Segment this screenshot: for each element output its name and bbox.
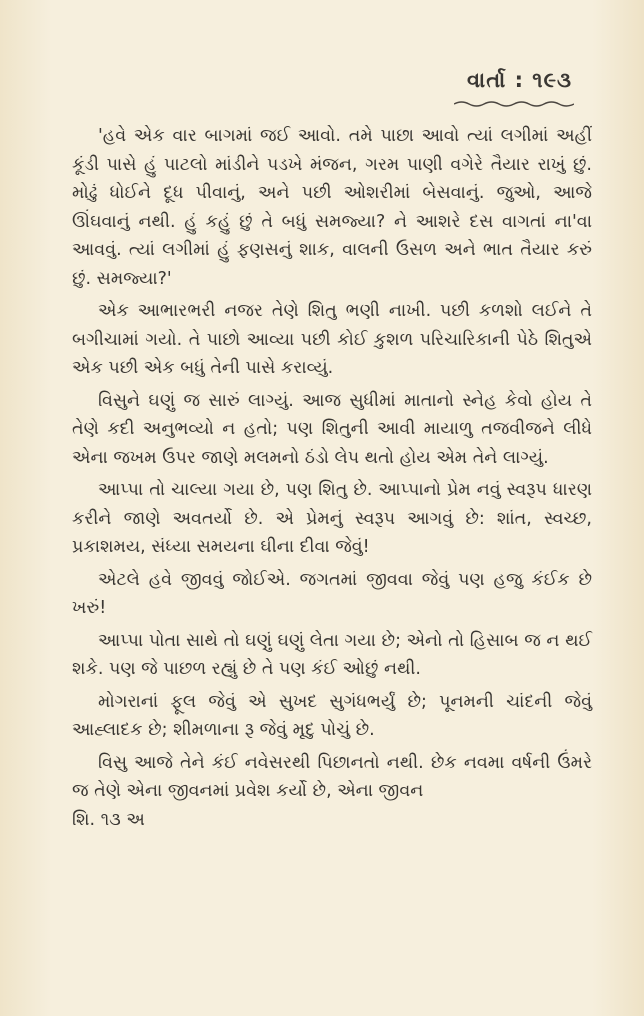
paragraph: એટલે હવે જીવવું જોઈએ. જગતમાં જીવવા જેવું પણ હજુ કંઈક છે ખરું! (72, 569, 592, 618)
page-body (72, 122, 592, 834)
header-wavy-rule (454, 100, 574, 108)
paragraph: 'હવે એક વાર બાગમાં જઈ આવો. તમે પાછા આવો ત્યાં લગીમાં અહીં કૂંડી પાસે હું પાટલો માંડીને પડખે મંજન, ગરમ પાણી વગેરે તૈયાર રાખું છું. મોઢું ધોઈને દૂધ પીવાનું, અને પછી ઓશરીમાં બેસવાનું. જુઓ, આજે ઊંઘવાનું નથી. હું કહું છું તે બધું સમજ્યા? ને આશરે દસ વાગતાં ના'વા આવવું. ત્યાં લગીમાં હું ફણસનું શાક, વાલની ઉસળ અને ભાત તૈયાર કરું છું. સમજ્યા?' (72, 126, 592, 289)
paragraph: આપ્પા તો ચાલ્યા ગયા છે, પણ શિતુ છે. આપ્પાનો પ્રેમ નવું સ્વરૂપ ધારણ કરીને જાણે અવતર્યો છે. એ પ્રેમનું સ્વરૂપ આગવું છે: શાંત, સ્વચ્છ, પ્રકાશમય, સંધ્યા સમયના ઘીના દીવા જેવું! (72, 480, 592, 557)
paragraph: મોગરાનાં ફૂલ જેવું એ સુખદ સુગંધભર્યું છે; પૂનમની ચાંદની જેવું આહ્લાદક છે; શીમળાના રૂ જેવું મૃદુ પોચું છે. (72, 691, 592, 740)
signature-mark: શિ. ૧૩ અ (72, 809, 145, 830)
paragraph: વિસુ આજે તેને કંઈ નવેસરથી પિછાનતો નથી. છેક નવમા વર્ષની ઉંમરે જ તેણે એના જીવનમાં પ્રવેશ કર્યો છે, એના જીવન (72, 752, 592, 801)
running-header: વાર્તા : ૧૯૩ (466, 68, 572, 92)
paragraph: એક આભારભરી નજર તેણે શિતુ ભણી નાખી. પછી કળશો લઈને તે બગીચામાં ગયો. તે પાછો આવ્યા પછી કોઈ કુશળ પરિચારિકાની પેઠે શિતુએ એક પછી એક બધું તેની પાસે કરાવ્યું. (72, 301, 592, 378)
paragraph: આપ્પા પોતા સાથે તો ઘણું ઘણું લેતા ગયા છે; એનો તો હિસાબ જ ન થઈ શકે. પણ જે પાછળ રહ્યું છે તે પણ કંઈ ઓછું નથી. (72, 630, 592, 679)
paragraph: વિસુને ઘણું જ સારું લાગ્યું. આજ સુધીમાં માતાનો સ્નેહ કેવો હોય તે તેણે કદી અનુભવ્યો ન હતો; પણ શિતુની આવી માયાળુ તજવીજને લીધે એના જખમ ઉપર જાણે મલમનો ઠંડો લેપ થતો હોય એમ તેને લાગ્યું. (72, 390, 592, 468)
